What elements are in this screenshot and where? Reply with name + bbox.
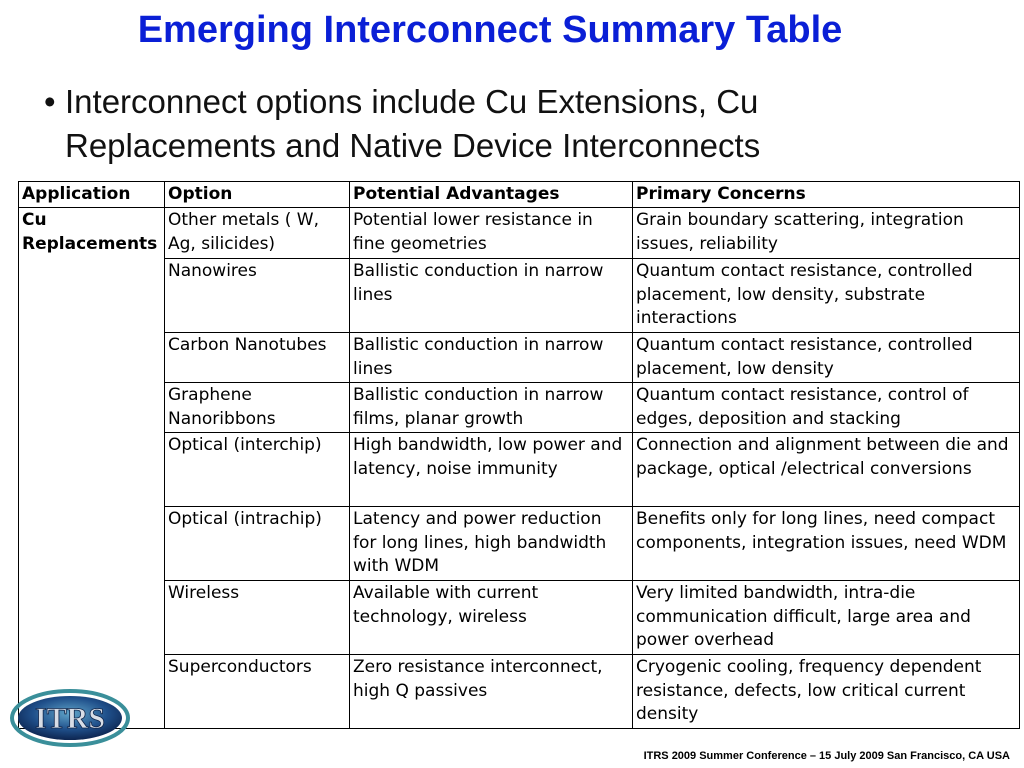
itrs-logo [8,688,132,748]
advantages-cell: Ballistic conduction in narrow lines [350,259,633,333]
header-application: Application [19,182,165,208]
table-row [19,208,1020,259]
header-advantages: Potential Advantages [350,182,633,208]
table-row [19,655,1020,729]
application-cell: Cu Replacements [19,208,165,729]
concerns-cell: Quantum contact resistance, controlled placement, low density, substrate interactions [633,259,1020,333]
option-cell: Optical (interchip) [165,433,350,507]
table-header-row [19,182,1020,208]
option-cell: Graphene Nanoribbons [165,383,350,433]
slide-title: Emerging Interconnect Summary Table [137,9,843,51]
option-cell: Superconductors [165,655,350,729]
advantages-cell: High bandwidth, low power and latency, noise immunity [350,433,633,507]
concerns-cell: Connection and alignment between die and package, optical /electrical conversions [633,433,1020,507]
advantages-cell: Ballistic conduction in narrow films, planar growth [350,383,633,433]
bullet-marker: • [44,83,56,120]
logo-text: ITRS [34,702,106,735]
option-cell: Other metals ( W, Ag, silicides) [165,208,350,259]
advantages-cell: Potential lower resistance in fine geometries [350,208,633,259]
advantages-cell: Available with current technology, wireless [350,581,633,655]
table-row [19,259,1020,333]
concerns-cell: Quantum contact resistance, control of edges, deposition and stacking [633,383,1020,433]
table-row [19,333,1020,383]
bullet-text: Interconnect options include Cu Extensions, Cu Replacements and Native Device Interconnects [65,83,761,164]
option-cell: Nanowires [165,259,350,333]
header-concerns: Primary Concerns [633,182,1020,208]
footer-text: ITRS 2009 Summer Conference – 15 July 2009 San Francisco, CA USA [643,750,1010,762]
table-row [19,383,1020,433]
summary-table [18,181,1020,729]
concerns-cell: Benefits only for long lines, need compact components, integration issues, need WDM [633,507,1020,581]
table-row [19,581,1020,655]
concerns-cell: Very limited bandwidth, intra-die communication difficult, large area and power overhead [633,581,1020,655]
advantages-cell: Zero resistance interconnect, high Q passives [350,655,633,729]
concerns-cell: Quantum contact resistance, controlled placement, low density [633,333,1020,383]
advantages-cell: Latency and power reduction for long lines, high bandwidth with WDM [350,507,633,581]
table-row [19,433,1020,507]
advantages-cell: Ballistic conduction in narrow lines [350,333,633,383]
option-cell: Carbon Nanotubes [165,333,350,383]
option-cell: Optical (intrachip) [165,507,350,581]
concerns-cell: Grain boundary scattering, integration issues, reliability [633,208,1020,259]
header-option: Option [165,182,350,208]
bullet-point [44,80,944,168]
table-row [19,507,1020,581]
concerns-cell: Cryogenic cooling, frequency dependent resistance, defects, low critical current density [633,655,1020,729]
option-cell: Wireless [165,581,350,655]
